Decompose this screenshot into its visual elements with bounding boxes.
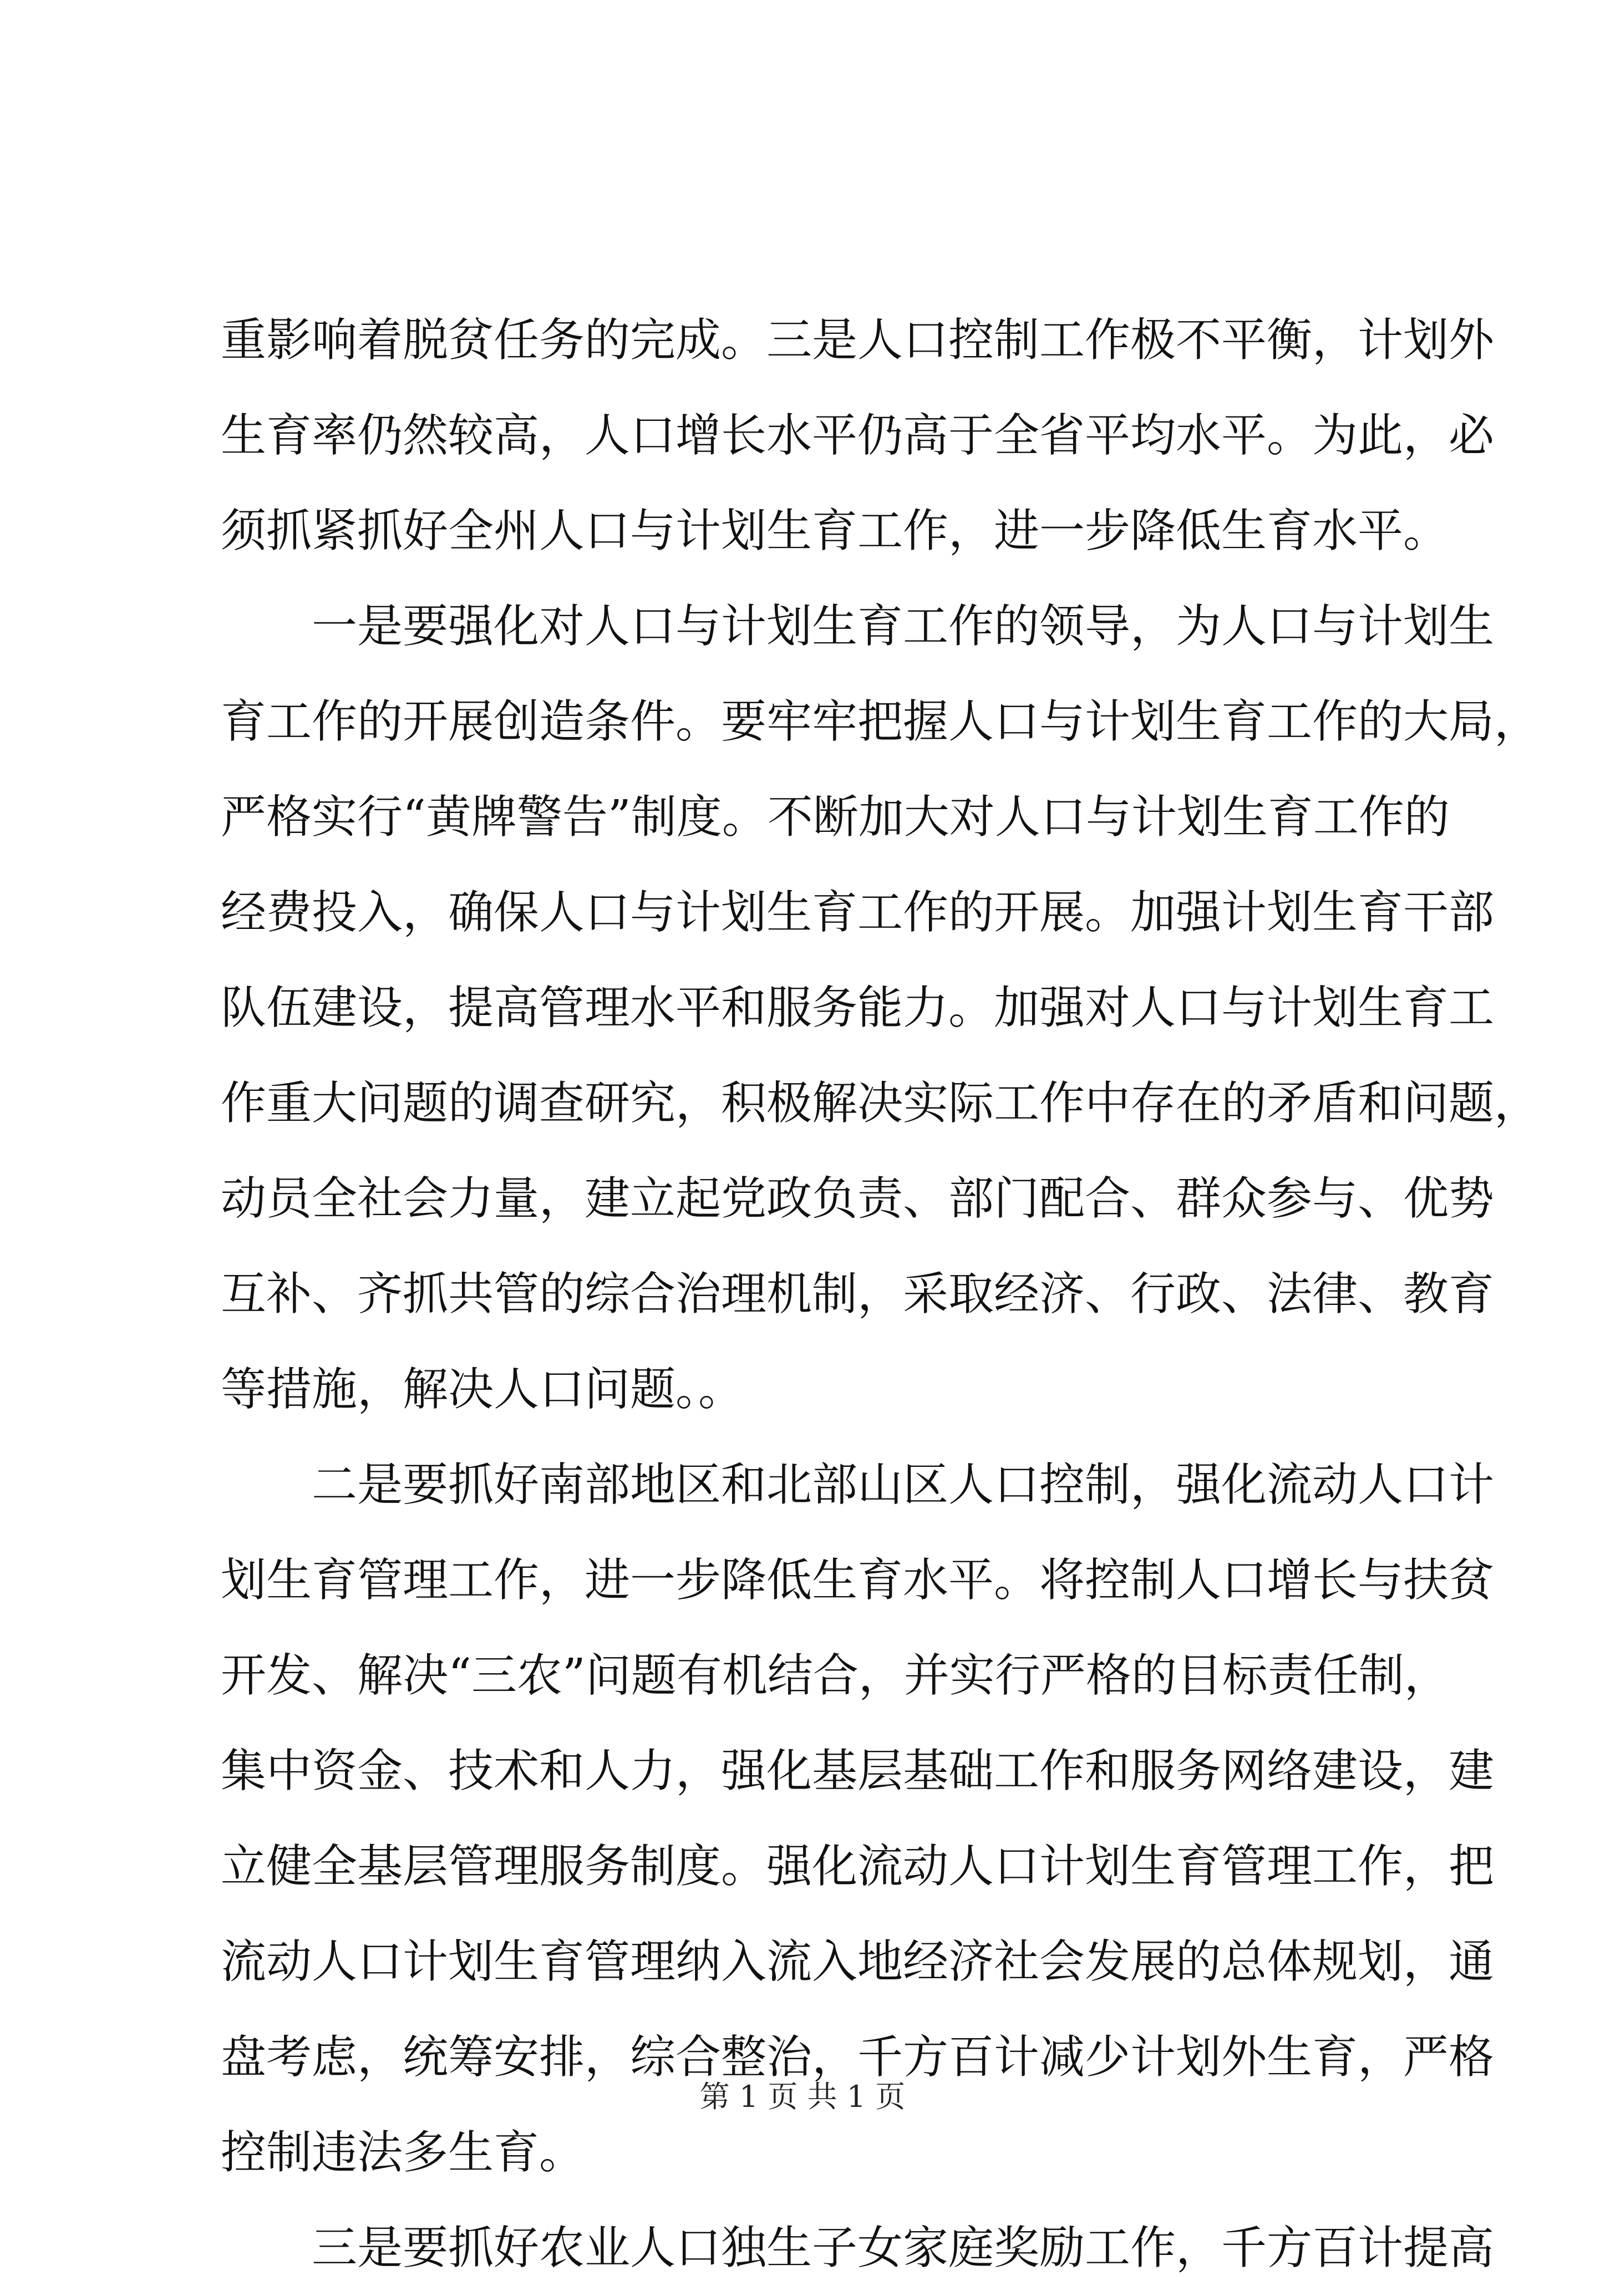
page-footer xyxy=(0,2073,1605,2116)
text-line: 育工作的开展创造条件。要牢牢把握人口与计划生育工作的大局， xyxy=(221,695,1540,748)
text-line: 作重大问题的调查研究，积极解决实际工作中存在的矛盾和问题， xyxy=(221,1077,1540,1130)
text-line: 重影响着脱贫任务的完成。三是人口控制工作极不平衡，计划外 xyxy=(221,314,1495,367)
text-line: 三是要抓好农业人口独生子女家庭奖励工作，千方百计提高 xyxy=(221,2222,1495,2274)
text-line: 等措施，解决人口问题。。 xyxy=(221,1363,744,1416)
text-line: 集中资金、技术和人力，强化基层基础工作和服务网络建设，建 xyxy=(221,1745,1495,1797)
text-line: 控制违法多生育。 xyxy=(221,2126,585,2179)
text-line: 队伍建设，提高管理水平和服务能力。加强对人口与计划生育工 xyxy=(221,982,1495,1034)
text-line: 盘考虑，统筹安排，综合整治，千方百计减少计划外生育，严格 xyxy=(221,2031,1495,2084)
text-line: 严格实行“黄牌警告”制度。不断加大对人口与计划生育工作的 xyxy=(221,791,1450,844)
text-line: 生育率仍然较高，人口增长水平仍高于全省平均水平。为此，必 xyxy=(221,409,1495,462)
text-line: 开发、解决“三农”问题有机结合，并实行严格的目标责任制， xyxy=(221,1649,1450,1702)
text-line: 一是要强化对人口与计划生育工作的领导，为人口与计划生 xyxy=(221,600,1495,653)
page-number-label: 第 1 页 共 1 页 xyxy=(699,2079,906,2114)
text-line: 二是要抓好南部地区和北部山区人口控制，强化流动人口计 xyxy=(221,1459,1495,1511)
text-line: 须抓紧抓好全州人口与计划生育工作，进一步降低生育水平。 xyxy=(221,505,1449,557)
text-line: 划生育管理工作，进一步降低生育水平。将控制人口增长与扶贫 xyxy=(221,1554,1495,1607)
text-line: 动员全社会力量，建立起党政负责、部门配合、群众参与、优势 xyxy=(221,1172,1495,1225)
text-line: 立健全基层管理服务制度。强化流动人口计划生育管理工作，把 xyxy=(221,1840,1495,1893)
document-body xyxy=(221,293,1540,2296)
text-line: 经费投入，确保人口与计划生育工作的开展。加强计划生育干部 xyxy=(221,886,1495,939)
text-line: 流动人口计划生育管理纳入流入地经济社会发展的总体规划，通 xyxy=(221,1936,1495,1988)
text-line: 互补、齐抓共管的综合治理机制，采取经济、行政、法律、教育 xyxy=(221,1268,1495,1320)
